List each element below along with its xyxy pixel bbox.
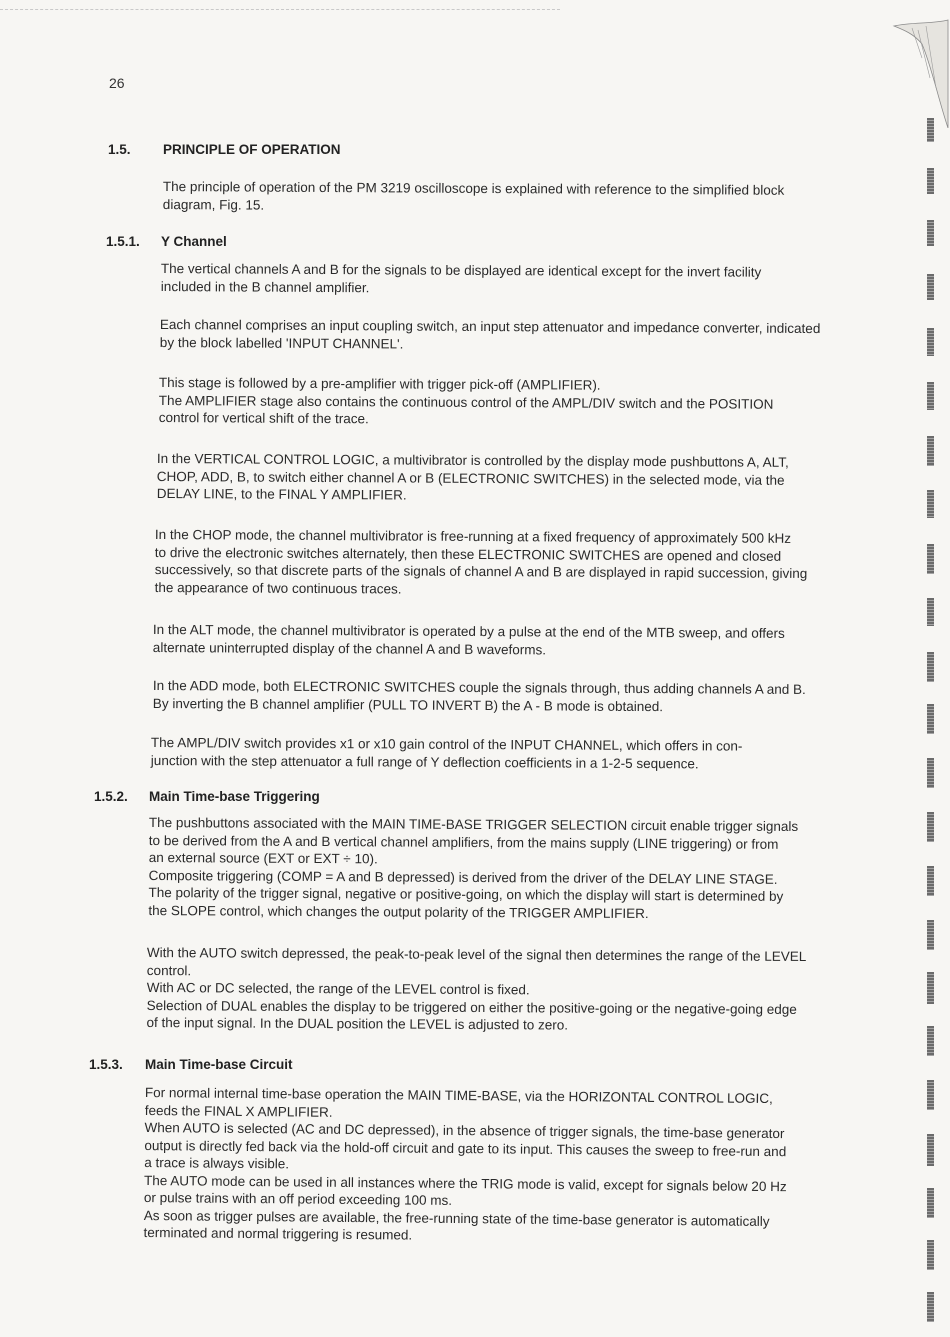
section-title: Main Time-base Circuit (145, 1057, 293, 1072)
binding-mark (927, 274, 934, 300)
section-number: 1.5. (108, 142, 131, 157)
binding-mark (927, 758, 934, 788)
binding-mark (927, 436, 934, 466)
binding-mark (927, 866, 934, 896)
binding-mark (927, 920, 934, 950)
binding-mark (927, 168, 934, 194)
paragraph: The principle of operation of the PM 3219 oscilloscope is explained with reference to the simplified block diagram, Fig. 15. (162, 178, 785, 213)
paragraph: With the AUTO switch depressed, the peak-to-peak level of the signal then determines the range of the LEVEL control. With AC or DC selected, the range of the LEVEL control is fixed. Selection of DUAL enables the display to be triggered on either the positive-going or the negative-going edge of the input signal. In the DUAL position the LEVEL is adjusted to zero. (146, 945, 807, 1033)
paragraph: The pushbuttons associated with the MAIN TIME-BASE TRIGGER SELECTION circuit enable trigger signals to be derived from the A and B vertical channel amplifiers, from the mains supply (LINE triggering) or from an external source (EXT or EXT ÷ 10). Composite triggering (COMP = A and B depressed) is derived from the driver of the DELAY LINE STAGE. The polarity of the trigger signal, negative or positive-going, on which the display will start is determined by the SLOPE control, which changes the output polarity of the TRIGGER AMPLIFIER. (148, 815, 799, 921)
binding-mark (927, 382, 934, 410)
binding-mark (927, 490, 934, 518)
section-number: 1.5.3. (89, 1057, 123, 1072)
section-title: Y Channel (161, 234, 227, 249)
section-number: 1.5.1. (106, 234, 140, 249)
paragraph: This stage is followed by a pre-amplifier with trigger pick-off (AMPLIFIER). The AMPLIFIER stage also contains the continuous control of the AMPL/DIV switch and the POSITION control for vertical shift of the trace. (158, 374, 774, 427)
binding-mark (927, 328, 934, 356)
page-number: 26 (109, 75, 125, 91)
binding-mark (927, 812, 934, 842)
binding-mark (927, 1080, 934, 1110)
binding-mark (927, 1026, 934, 1056)
scan-edge-line (0, 9, 560, 11)
binding-mark (927, 1188, 934, 1218)
binding-mark (927, 1240, 934, 1270)
paragraph: The vertical channels A and B for the signals to be displayed are identical except for the invert facility included in the B channel amplifier. (160, 260, 762, 295)
binding-mark (927, 544, 934, 574)
binding-mark (927, 1292, 934, 1322)
binding-edge (922, 0, 950, 1337)
paragraph: In the CHOP mode, the channel multivibrator is free-running at a fixed frequency of approximately 500 kHz to drive the electronic switches alternately, then these ELECTRONIC SWITCHES are opened and closed successively, so that discrete parts of the signals of channel A and B are displayed in rapid succession, giving the appearance of two continuous traces. (154, 527, 808, 597)
section-number: 1.5.2. (94, 789, 128, 804)
section-title: Main Time-base Triggering (149, 789, 320, 804)
binding-mark (927, 652, 934, 682)
paragraph: In the VERTICAL CONTROL LOGIC, a multivibrator is controlled by the display mode pushbuttons A, ALT, CHOP, ADD, B, to switch either channel A or B (ELECTRONIC SWITCHES) in the selected mode, via the DELAY LINE, to the FINAL Y AMPLIFIER. (156, 450, 789, 503)
binding-mark (927, 1134, 934, 1166)
binding-mark (927, 220, 934, 246)
binding-mark (927, 704, 934, 734)
binding-mark (927, 118, 934, 142)
paragraph: In the ADD mode, both ELECTRONIC SWITCHES couple the signals through, thus adding channels A and B. By inverting the B channel amplifier (PULL TO INVERT B) the A - B mode is obtained. (152, 678, 806, 714)
paragraph: For normal internal time-base operation the MAIN TIME-BASE, via the HORIZONTAL CONTROL LOGIC, feeds the FINAL X AMPLIFIER. When AUTO is selected (AC and DC depressed), in the absence of trigger signals, the time-base generator output is directly fed back via the hold-off circuit and gate to its input. This causes the sweep to free-run and a trace is always visible. The AUTO mode can be used in all instances where the TRIG mode is valid, except for signals below 20 Hz or pulse trains with an off period exceeding 100 ms. As soon as trigger pulses are available, the free-running state of the time-base generator is automatically terminated and normal triggering is resumed. (143, 1085, 787, 1243)
page-curl-decoration (892, 18, 950, 128)
paragraph: In the ALT mode, the channel multivibrator is operated by a pulse at the end of the MTB sweep, and offers alternate uninterrupted display of the channel A and B waveforms. (152, 622, 785, 657)
section-title: PRINCIPLE OF OPERATION (163, 142, 341, 157)
binding-mark (927, 972, 934, 1004)
paragraph: The AMPL/DIV switch provides x1 or x10 gain control of the INPUT CHANNEL, which offers in con- junction with the step attenuator a full range of Y deflection coefficients in a 1-2-5 sequence. (150, 735, 743, 771)
binding-mark (927, 598, 934, 626)
paragraph: Each channel comprises an input coupling switch, an input step attenuator and impedance converter, indicated by the block labelled 'INPUT CHANNEL'. (159, 316, 821, 351)
